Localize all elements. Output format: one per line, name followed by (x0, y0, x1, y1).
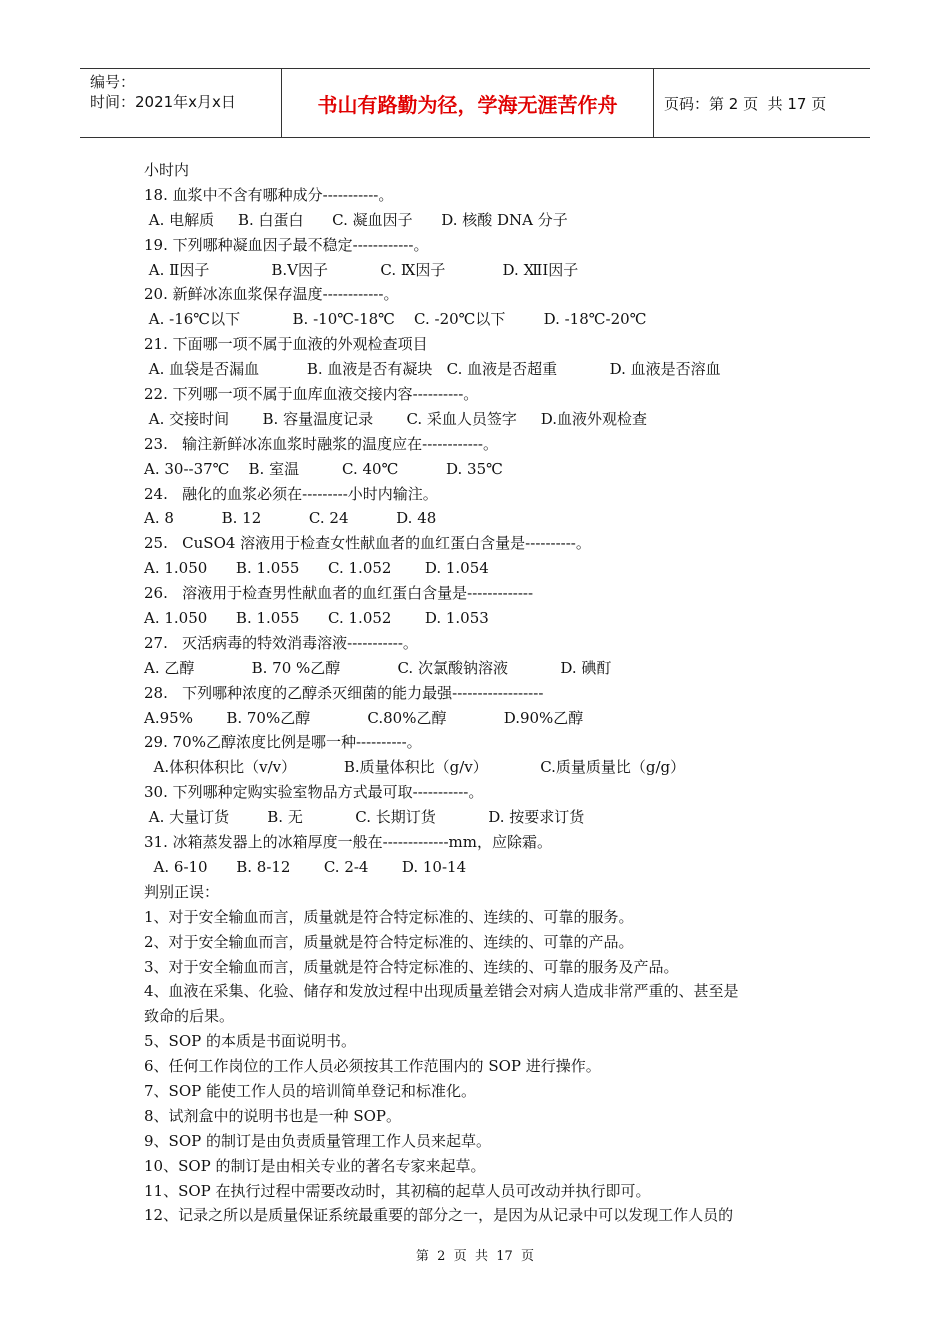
code-label: 编号： (90, 73, 136, 91)
statement-10: 10、SOP 的制订是由相关专业的著名专家来起草。 (144, 1156, 486, 1175)
options-21: A. 血袋是否漏血 B. 血液是否有凝块 C. 血液是否超重 D. 血液是否溶血 (144, 360, 721, 379)
question-27: 27. 灭活病毒的特效消毒溶液-----------。 (144, 633, 418, 652)
page-label: 页码：第 2 页 共 17 页 (664, 94, 827, 113)
statement-6: 6、任何工作岗位的工作人员必须按其工作范围内的 SOP 进行操作。 (144, 1057, 601, 1076)
options-23: A. 30--37℃ B. 室温 C. 40℃ D. 35℃ (144, 459, 503, 478)
question-26: 26. 溶液用于检查男性献血者的血红蛋白含量是------------- (144, 584, 534, 603)
statement-4-cont: 致命的后果。 (144, 1007, 235, 1026)
options-24: A. 8 B. 12 C. 24 D. 48 (144, 509, 437, 528)
section-heading: 判别正误： (144, 882, 220, 901)
options-30: A. 大量订货 B. 无 C. 长期订货 D. 按要求订货 (144, 808, 585, 827)
page-footer: 第 2 页 共 17 页 (415, 1249, 535, 1264)
options-22: A. 交接时间 B. 容量温度记录 C. 采血人员签字 D.血液外观检查 (144, 409, 648, 428)
options-31: A. 6-10 B. 8-12 C. 2-4 D. 10-14 (144, 857, 467, 876)
question-28: 28. 下列哪种浓度的乙醇杀灭细菌的能力最强------------------ (144, 683, 544, 702)
options-26: A. 1.050 B. 1.055 C. 1.052 D. 1.053 (144, 609, 489, 628)
date-label: 时间：2021年x月x日 (90, 93, 236, 111)
options-25: A. 1.050 B. 1.055 C. 1.052 D. 1.054 (144, 559, 489, 578)
text-line: 小时内 (144, 161, 190, 179)
question-30: 30. 下列哪种定购实验室物品方式最可取-----------。 (144, 783, 484, 802)
header-meta (80, 69, 282, 137)
header-page-info (654, 69, 870, 137)
question-19: 19. 下列哪种凝血因子最不稳定------------。 (144, 235, 429, 254)
question-31: 31. 冰箱蒸发器上的冰箱厚度一般在-------------mm，应除霜。 (144, 833, 552, 852)
options-20: A. -16℃以下 B. -10℃-18℃ C. -20℃以下 D. -18℃-20℃ (144, 310, 647, 329)
question-21: 21. 下面哪一项不属于血液的外观检查项目 (144, 335, 428, 354)
document-body (144, 158, 824, 1228)
question-25: 25. CuSO4 溶液用于检查女性献血者的血红蛋白含量是----------。 (144, 534, 591, 553)
statement-9: 9、SOP 的制订是由负责质量管理工作人员来起草。 (144, 1131, 491, 1150)
question-20: 20. 新鲜冰冻血浆保存温度------------。 (144, 285, 399, 304)
options-28: A.95% B. 70%乙醇 C.80%乙醇 D.90%乙醇 (144, 708, 584, 727)
header-motto: 书山有路勤为径，学海无涯苦作舟 (282, 69, 654, 137)
options-19: A. Ⅱ因子 B.Ⅴ因子 C. Ⅸ因子 D. ⅫⅠ因子 (144, 260, 579, 279)
options-27: A. 乙醇 B. 70 %乙醇 C. 次氯酸钠溶液 D. 碘酊 (144, 658, 612, 677)
question-22: 22. 下列哪一项不属于血库血液交接内容----------。 (144, 385, 479, 404)
statement-7: 7、SOP 能使工作人员的培训简单登记和标准化。 (144, 1081, 476, 1100)
statement-12: 12、记录之所以是质量保证系统最重要的部分之一，是因为从记录中可以发现工作人员的 (144, 1206, 734, 1225)
statement-2: 2、对于安全输血而言，质量就是符合特定标准的、连续的、可靠的产品。 (144, 932, 634, 951)
question-18: 18. 血浆中不含有哪种成分-----------。 (144, 185, 394, 204)
question-23: 23. 输注新鲜冰冻血浆时融浆的温度应在------------。 (144, 434, 498, 453)
statement-5: 5、SOP 的本质是书面说明书。 (144, 1032, 356, 1051)
question-29: 29. 70%乙醇浓度比例是哪一种----------。 (144, 733, 422, 752)
statement-4: 4、血液在采集、化验、储存和发放过程中出现质量差错会对病人造成非常严重的、甚至是 (144, 982, 739, 1001)
question-24: 24. 融化的血浆必须在---------小时内输注。 (144, 484, 438, 503)
page-header (80, 68, 870, 138)
statement-3: 3、对于安全输血而言，质量就是符合特定标准的、连续的、可靠的服务及产品。 (144, 957, 679, 976)
options-29: A.体积体积比（v/v） B.质量体积比（g/v） C.质量质量比（g/g） (144, 758, 686, 777)
options-18: A. 电解质 B. 白蛋白 C. 凝血因子 D. 核酸 DNA 分子 (144, 210, 568, 229)
statement-8: 8、试剂盒中的说明书也是一种 SOP。 (144, 1106, 401, 1125)
statement-11: 11、SOP 在执行过程中需要改动时，其初稿的起草人员可改动并执行即可。 (144, 1181, 651, 1200)
statement-1: 1、对于安全输血而言，质量就是符合特定标准的、连续的、可靠的服务。 (144, 907, 634, 926)
